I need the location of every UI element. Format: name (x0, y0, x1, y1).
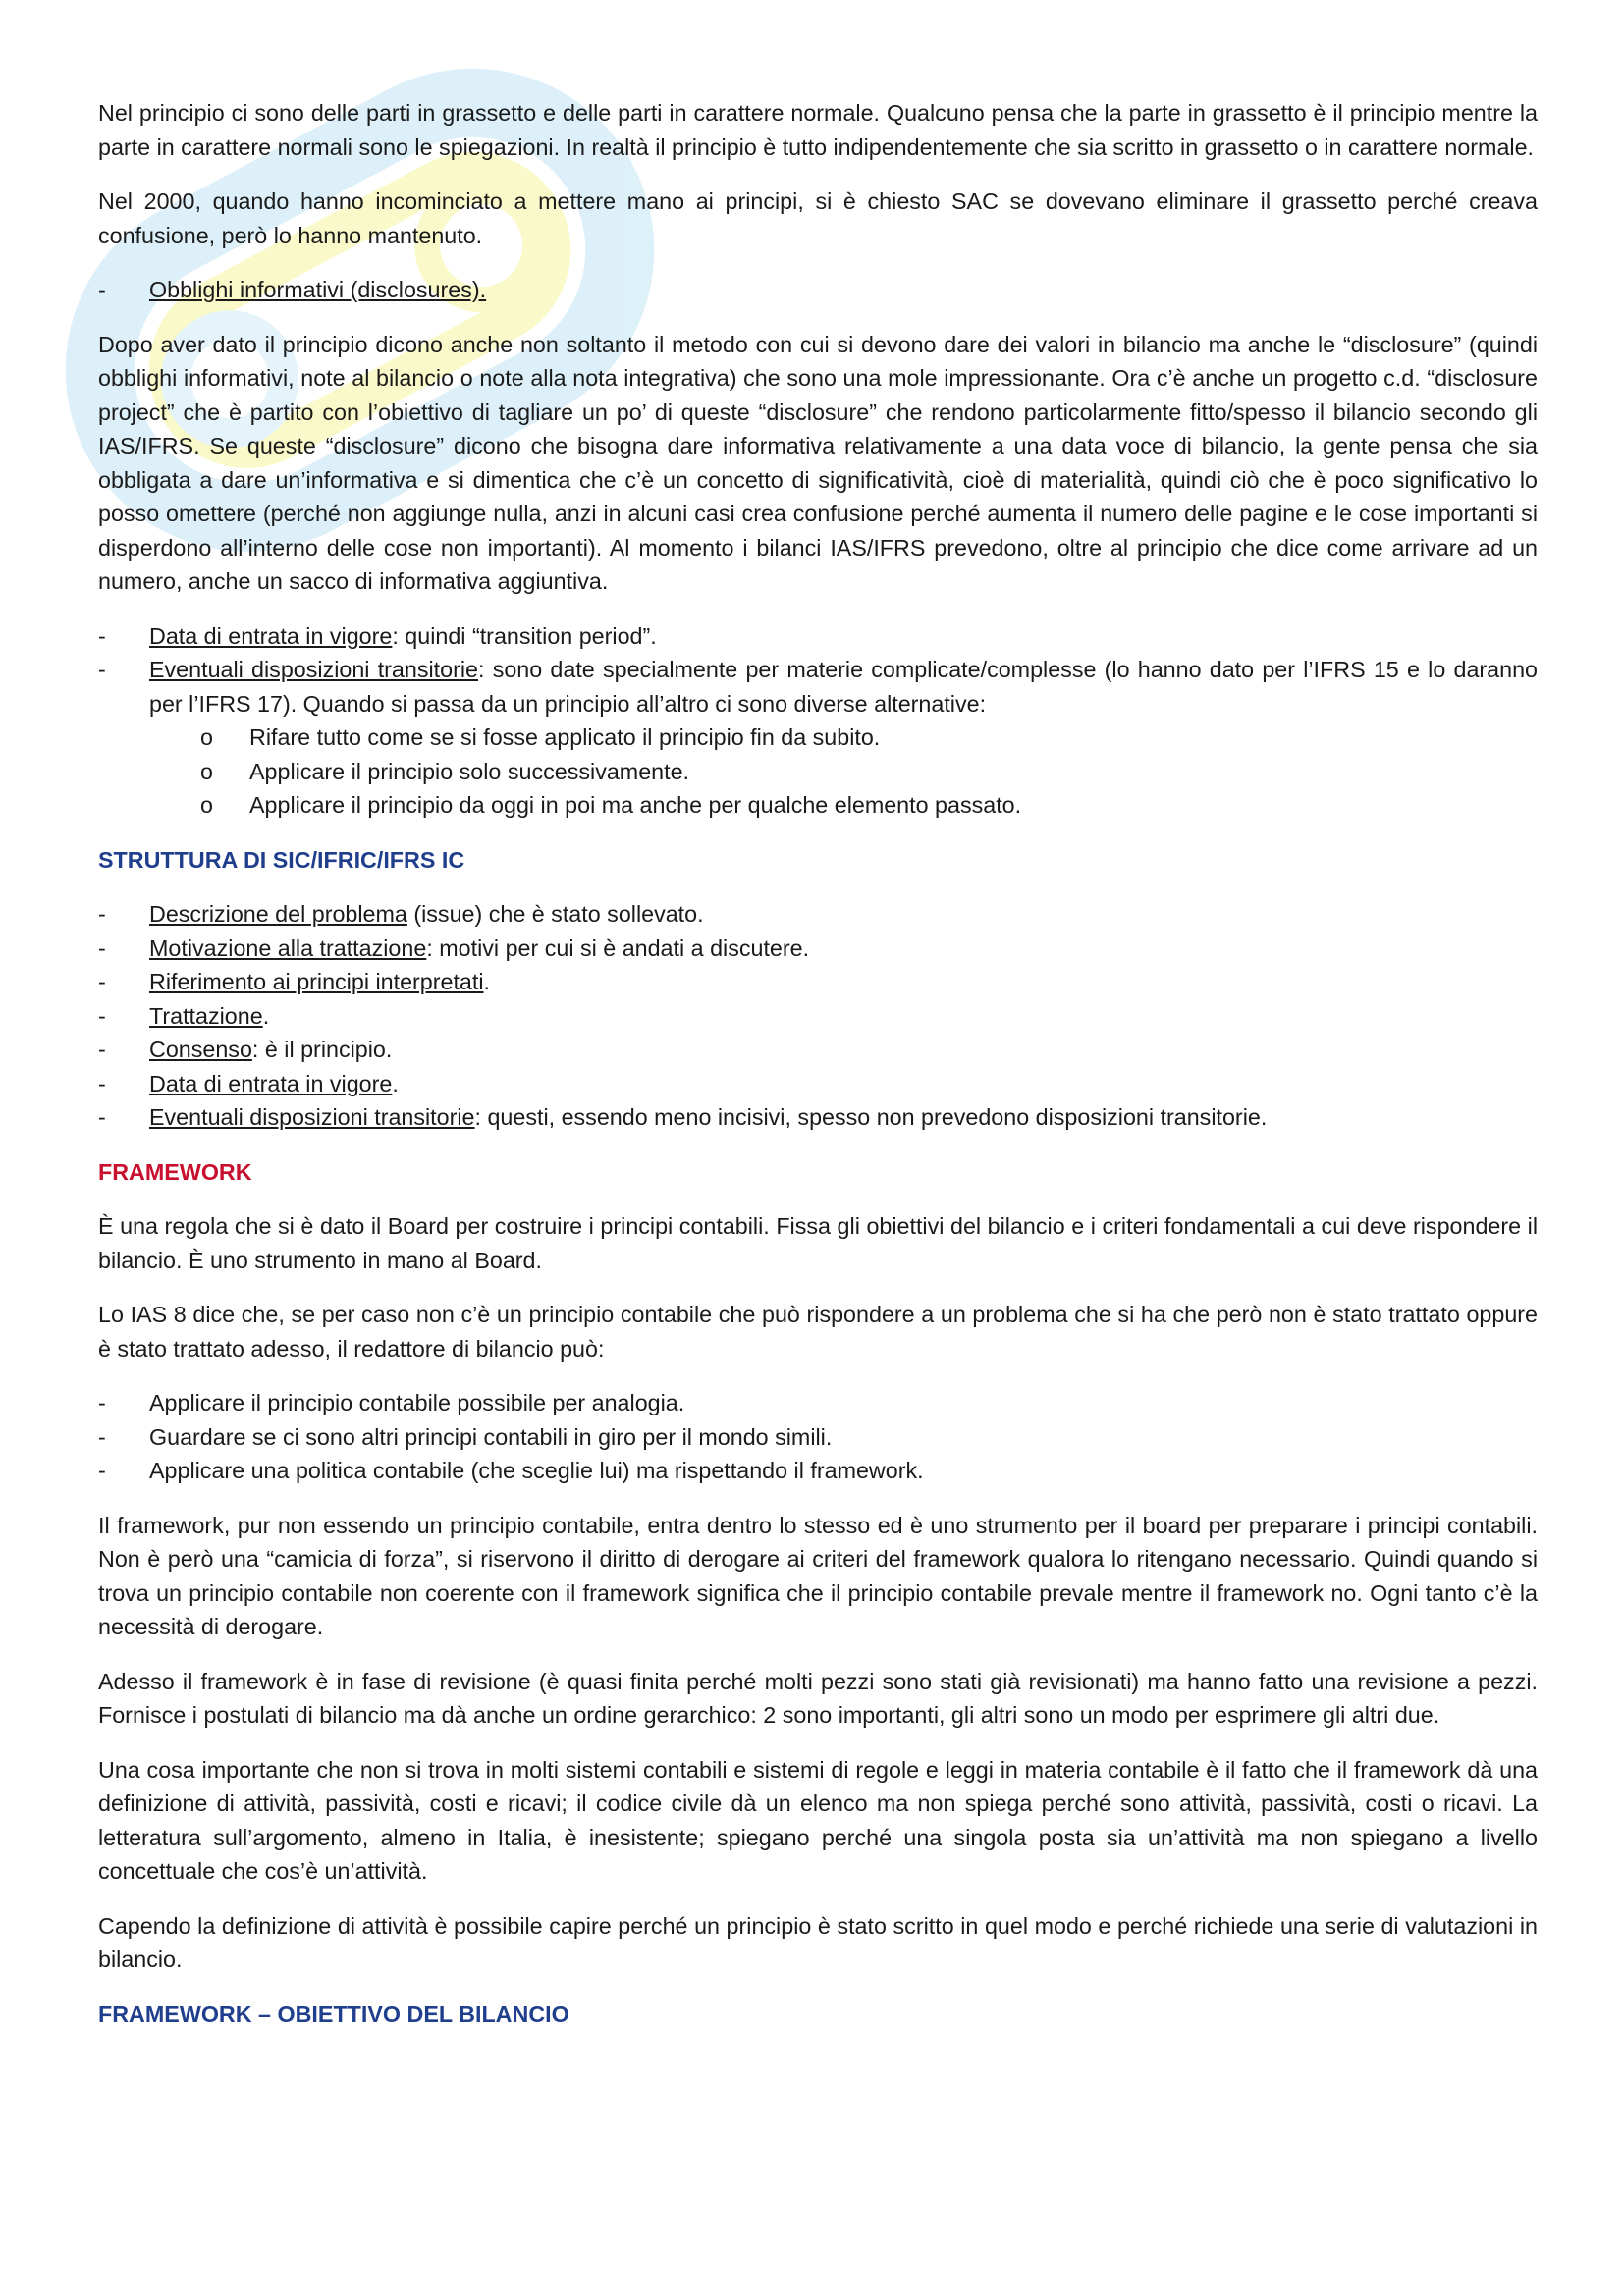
circle-bullet: o (200, 724, 213, 750)
sub-list-text: Applicare il principio da oggi in poi ma anche per qualche elemento passato. (249, 792, 1022, 818)
dash-marker: - (98, 657, 106, 682)
list-item-label: Eventuali disposizioni transitorie (149, 657, 478, 682)
circle-bullet: o (200, 758, 213, 784)
list-item (98, 1420, 1538, 1455)
list-item (98, 1033, 1538, 1067)
list-item (98, 965, 1538, 999)
dash-marker: - (98, 1037, 106, 1062)
list-item-text: . (392, 1070, 399, 1096)
paragraph: Adesso il framework è in fase di revisione (è quasi finita perché molti pezzi sono stati già revisionati) ma hanno fatto una revisione a pezzi. Fornisce i postulati di bilancio ma dà anche un ordine gerarchico: 2 sono importanti, gli altri sono un modo per esprimere gli altri due. (98, 1668, 1538, 1728)
list-item-text: : motivi per cui si è andati a discutere. (426, 934, 810, 961)
list-item (98, 1454, 1538, 1488)
circle-bullet: o (200, 792, 213, 818)
paragraph: Dopo aver dato il principio dicono anche non soltanto il metodo con cui si devono dare dei valori in bilancio ma anche le “disclosure” (quindi obblighi informativi, note al bilancio o note alla nota integrativa) che sono una mole impressionante. Ora c’è anche un progetto c.d. “disclosure project” che è partito con l’obiettivo di tagliare un po’ di queste “disclosure” che rendono particolarmente fitto/spesso il bilancio secondo gli IAS/IFRS. Se queste “disclosure” dicono che bisogna dare informativa relativamente a una data voce di bilancio, la gente pensa che sia obbligata a dare un’informativa e si dimentica che c’è un concetto di significatività, cioè di materialità, quindi ciò che è poco significativo lo posso omettere (perché non aggiunge nulla, anzi in alcuni casi crea confusione perché aumenta il numero delle pagine e le cose importanti si disperdono all’interno delle cose non importanti). Al momento i bilanci IAS/IFRS prevedono, oltre al principio che dice come arrivare ad un numero, anche un sacco di informativa aggiuntiva. (98, 331, 1538, 594)
list-item (98, 653, 1538, 823)
list-item-label: Eventuali disposizioni transitorie (149, 1104, 475, 1130)
section-heading-obiettivo: FRAMEWORK – OBIETTIVO DEL BILANCIO (98, 2001, 569, 2027)
dash-marker: - (98, 901, 106, 927)
list-item-label: Obblighi informativi (disclosures). (149, 277, 487, 302)
dash-marker: - (98, 1423, 106, 1450)
section-heading-framework: FRAMEWORK (98, 1158, 252, 1185)
list-item (98, 897, 1538, 932)
dash-marker: - (98, 1002, 106, 1029)
dash-marker: - (98, 934, 106, 961)
list-item-text: Applicare una politica contabile (che sceglie lui) ma rispettando il framework. (149, 1458, 924, 1483)
entry-into-force-list (98, 619, 1538, 823)
list-item-text: . (483, 969, 491, 994)
paragraph: Capendo la definizione di attività è possibile capire perché un principio è stato scritto in quel modo e perché richiede una serie di valutazioni in bilancio. (98, 1912, 1538, 1972)
sub-list-item (200, 788, 1538, 823)
paragraph: È una regola che si è dato il Board per costruire i principi contabili. Fissa gli obiettivi del bilancio e i criteri fondamentali a cui deve rispondere il bilancio. È uno strumento in mano al Board. (98, 1213, 1538, 1273)
list-item (98, 273, 1538, 307)
list-item-label: Consenso (149, 1037, 252, 1062)
list-item-text: : sono date specialmente per materie complicate/complesse (lo hanno dato per l’IFRS 15 e lo daranno per l’IFRS 17). Quando si passa da un principio all’altro ci sono diverse alternative: (149, 657, 1538, 717)
list-item (98, 932, 1538, 966)
list-item-label: Data di entrata in vigore (149, 1070, 393, 1096)
list-item (98, 619, 1538, 654)
list-item-label: Motivazione alla trattazione (149, 934, 427, 961)
ias8-options-list (98, 1386, 1538, 1488)
list-item-text: Applicare il principio contabile possibile per analogia. (149, 1390, 685, 1415)
disclosure-list (98, 273, 1538, 307)
list-item-label: Data di entrata in vigore (149, 622, 393, 649)
list-item (98, 1386, 1538, 1420)
sub-list-text: Applicare il principio solo successivamente. (249, 758, 690, 784)
dash-marker: - (98, 969, 106, 994)
list-item-text: Guardare se ci sono altri principi contabili in giro per il mondo simili. (149, 1423, 833, 1450)
sub-list-text: Rifare tutto come se si fosse applicato il principio fin da subito. (249, 724, 881, 750)
dash-marker: - (98, 622, 106, 649)
list-item-text: : è il principio. (251, 1037, 393, 1062)
paragraph: Nel principio ci sono delle parti in grassetto e delle parti in carattere normale. Qualcuno pensa che la parte in grassetto è il principio mentre la parte in carattere normali sono le spiegazioni. In realtà il principio è tutto indipendentemente che sia scritto in grassetto o in carattere normale. (98, 100, 1538, 160)
paragraph: Il framework, pur non essendo un principio contabile, entra dentro lo stesso ed è uno strumento per il board per preparare i principi contabili. Non è però una “camicia di forza”, si riservono il diritto di derogare ai criteri del framework qualora lo ritengano necessario. Quindi quando si trova un principio contabile non coerente con il framework significa che il principio contabile prevale mentre il framework no. Ogni tanto c’è la necessità di derogare. (98, 1512, 1538, 1639)
section-heading-struttura: STRUTTURA DI SIC/IFRIC/IFRS IC (98, 846, 465, 873)
list-item-text: : questi, essendo meno incisivi, spesso non prevedono disposizioni transitorie. (474, 1104, 1268, 1130)
list-item-text: : quindi “transition period”. (392, 622, 657, 649)
list-item (98, 1067, 1538, 1101)
list-item-label: Descrizione del problema (149, 901, 407, 927)
list-item (98, 999, 1538, 1034)
list-item-label: Trattazione (149, 1002, 263, 1029)
list-item-label: Riferimento ai principi interpretati (149, 969, 484, 994)
document-page (98, 96, 1538, 2052)
sub-list-item (200, 755, 1538, 789)
paragraph: Nel 2000, quando hanno incominciato a mettere mano ai principi, si è chiesto SAC se dovevano eliminare il grassetto perché creava confusione, però lo hanno mantenuto. (98, 188, 1538, 248)
dash-marker: - (98, 1104, 106, 1130)
dash-marker: - (98, 1390, 106, 1415)
sub-list-item (200, 721, 1538, 755)
dash-marker: - (98, 277, 106, 302)
dash-marker: - (98, 1458, 106, 1483)
list-item-text: (issue) che è stato sollevato. (406, 901, 704, 927)
struttura-list (98, 897, 1538, 1135)
paragraph: Lo IAS 8 dice che, se per caso non c’è un principio contabile che può rispondere a un problema che si ha che però non è stato trattato oppure è stato trattato adesso, il redattore di bilancio può: (98, 1302, 1538, 1362)
list-item-text: . (262, 1002, 270, 1029)
dash-marker: - (98, 1070, 106, 1096)
sub-list (149, 721, 1538, 823)
paragraph: Una cosa importante che non si trova in molti sistemi contabili e sistemi di regole e leggi in materia contabile è il fatto che il framework dà una definizione di attività, passività, costi e ricavi; il codice civile dà un elenco ma non spiega perché sono attività, passività, costi o ricavi. La letteratura sull’argomento, almeno in Italia, è inesistente; spiegano perché una singola posta sia un’attività ma non spiegano a livello concettuale che cos’è un’attività. (98, 1756, 1538, 1884)
list-item (98, 1100, 1538, 1135)
